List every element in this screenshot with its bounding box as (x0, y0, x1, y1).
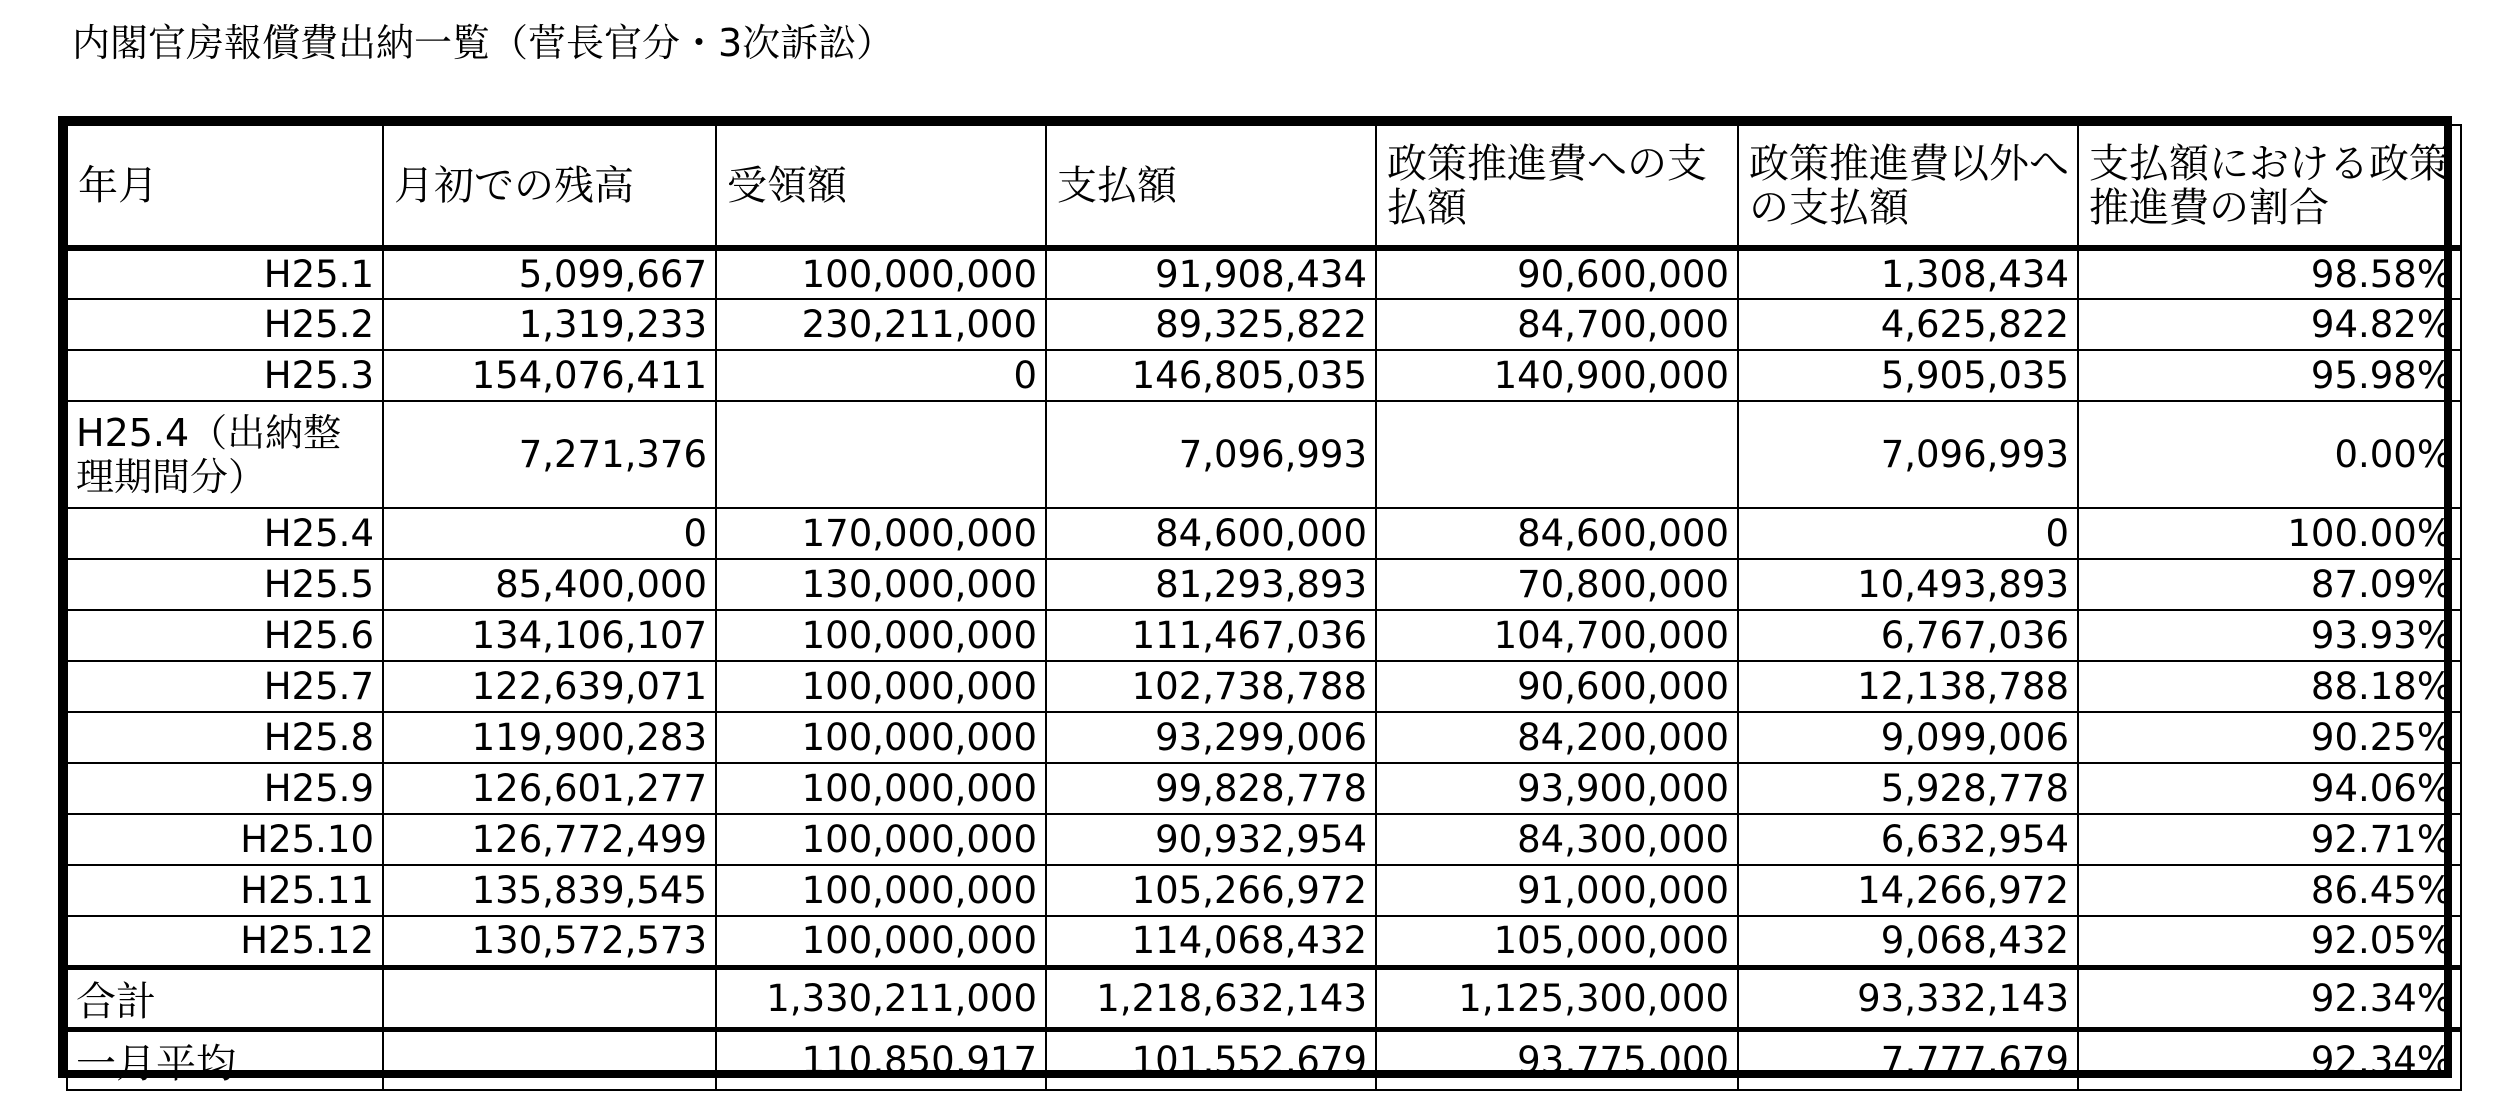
month-cell: H25.3 (67, 350, 383, 401)
month-cell: H25.6 (67, 610, 383, 661)
column-header-policy-ratio: 支払額における政策推進費の割合 (2078, 125, 2461, 248)
average-paid: 101,552,679 (1046, 1029, 1376, 1090)
other-paid-cell: 7,096,993 (1738, 401, 2078, 508)
average-opening-balance (383, 1029, 716, 1090)
opening-balance-cell: 154,076,411 (383, 350, 716, 401)
column-header-opening-balance: 月初での残高 (383, 125, 716, 248)
ledger-body (67, 248, 2461, 967)
table-row (67, 401, 2461, 508)
header-row (67, 125, 2461, 248)
received-cell: 100,000,000 (716, 814, 1046, 865)
table-row (67, 865, 2461, 916)
month-cell: H25.4 (67, 508, 383, 559)
other-paid-cell: 0 (1738, 508, 2078, 559)
received-cell: 100,000,000 (716, 916, 1046, 967)
policy-ratio-cell: 0.00% (2078, 401, 2461, 508)
received-cell: 100,000,000 (716, 865, 1046, 916)
total-policy-paid: 1,125,300,000 (1376, 967, 1738, 1029)
received-cell: 100,000,000 (716, 610, 1046, 661)
policy-paid-cell: 105,000,000 (1376, 916, 1738, 967)
month-cell: H25.2 (67, 299, 383, 350)
policy-paid-cell: 70,800,000 (1376, 559, 1738, 610)
policy-ratio-cell: 92.05% (2078, 916, 2461, 967)
received-cell: 0 (716, 350, 1046, 401)
policy-ratio-cell: 88.18% (2078, 661, 2461, 712)
paid-cell: 84,600,000 (1046, 508, 1376, 559)
paid-cell: 102,738,788 (1046, 661, 1376, 712)
other-paid-cell: 4,625,822 (1738, 299, 2078, 350)
policy-paid-cell: 84,300,000 (1376, 814, 1738, 865)
column-header-other-paid: 政策推進費以外への支払額 (1738, 125, 2078, 248)
policy-ratio-cell: 95.98% (2078, 350, 2461, 401)
other-paid-cell: 9,099,006 (1738, 712, 2078, 763)
table-row (67, 610, 2461, 661)
table-row (67, 299, 2461, 350)
opening-balance-cell: 135,839,545 (383, 865, 716, 916)
average-row (67, 1029, 2461, 1090)
policy-paid-cell: 84,600,000 (1376, 508, 1738, 559)
average-policy-ratio: 92.34% (2078, 1029, 2461, 1090)
month-cell: H25.8 (67, 712, 383, 763)
opening-balance-cell: 85,400,000 (383, 559, 716, 610)
other-paid-cell: 5,928,778 (1738, 763, 2078, 814)
policy-ratio-cell: 94.06% (2078, 763, 2461, 814)
paid-cell: 90,932,954 (1046, 814, 1376, 865)
month-cell: H25.12 (67, 916, 383, 967)
average-label: 一月平均 (67, 1029, 383, 1090)
average-policy-paid: 93,775,000 (1376, 1029, 1738, 1090)
other-paid-cell: 1,308,434 (1738, 248, 2078, 299)
received-cell: 230,211,000 (716, 299, 1046, 350)
month-cell: H25.1 (67, 248, 383, 299)
opening-balance-cell: 0 (383, 508, 716, 559)
total-received: 1,330,211,000 (716, 967, 1046, 1029)
total-opening-balance (383, 967, 716, 1029)
total-policy-ratio: 92.34% (2078, 967, 2461, 1029)
table-row (67, 814, 2461, 865)
paid-cell: 99,828,778 (1046, 763, 1376, 814)
table-row (67, 763, 2461, 814)
month-cell: H25.10 (67, 814, 383, 865)
average-other-paid: 7,777,679 (1738, 1029, 2078, 1090)
month-cell: H25.5 (67, 559, 383, 610)
table-row (67, 661, 2461, 712)
month-cell: H25.7 (67, 661, 383, 712)
month-cell: H25.4（出納整理期間分） (67, 401, 383, 508)
policy-ratio-cell: 90.25% (2078, 712, 2461, 763)
other-paid-cell: 6,632,954 (1738, 814, 2078, 865)
other-paid-cell: 6,767,036 (1738, 610, 2078, 661)
table-row (67, 248, 2461, 299)
total-row (67, 967, 2461, 1029)
opening-balance-cell: 122,639,071 (383, 661, 716, 712)
column-header-received: 受領額 (716, 125, 1046, 248)
ledger-table (66, 124, 2462, 1091)
opening-balance-cell: 1,319,233 (383, 299, 716, 350)
policy-ratio-cell: 93.93% (2078, 610, 2461, 661)
paid-cell: 91,908,434 (1046, 248, 1376, 299)
ledger-table-frame (58, 116, 2452, 1087)
total-label: 合計 (67, 967, 383, 1029)
received-cell: 100,000,000 (716, 712, 1046, 763)
received-cell: 170,000,000 (716, 508, 1046, 559)
total-paid: 1,218,632,143 (1046, 967, 1376, 1029)
policy-paid-cell: 140,900,000 (1376, 350, 1738, 401)
policy-ratio-cell: 100.00% (2078, 508, 2461, 559)
received-cell (716, 401, 1046, 508)
policy-ratio-cell: 92.71% (2078, 814, 2461, 865)
other-paid-cell: 5,905,035 (1738, 350, 2078, 401)
received-cell: 130,000,000 (716, 559, 1046, 610)
opening-balance-cell: 5,099,667 (383, 248, 716, 299)
policy-ratio-cell: 94.82% (2078, 299, 2461, 350)
opening-balance-cell: 119,900,283 (383, 712, 716, 763)
opening-balance-cell: 126,601,277 (383, 763, 716, 814)
received-cell: 100,000,000 (716, 763, 1046, 814)
opening-balance-cell: 134,106,107 (383, 610, 716, 661)
other-paid-cell: 10,493,893 (1738, 559, 2078, 610)
month-cell: H25.11 (67, 865, 383, 916)
paid-cell: 111,467,036 (1046, 610, 1376, 661)
page-title: 内閣官房報償費出納一覧（菅長官分・3次訴訟） (72, 21, 895, 65)
policy-paid-cell: 90,600,000 (1376, 661, 1738, 712)
policy-ratio-cell: 86.45% (2078, 865, 2461, 916)
policy-paid-cell: 104,700,000 (1376, 610, 1738, 661)
opening-balance-cell: 126,772,499 (383, 814, 716, 865)
opening-balance-cell: 7,271,376 (383, 401, 716, 508)
opening-balance-cell: 130,572,573 (383, 916, 716, 967)
policy-paid-cell: 84,700,000 (1376, 299, 1738, 350)
paid-cell: 146,805,035 (1046, 350, 1376, 401)
other-paid-cell: 12,138,788 (1738, 661, 2078, 712)
average-received: 110,850,917 (716, 1029, 1046, 1090)
paid-cell: 7,096,993 (1046, 401, 1376, 508)
policy-paid-cell: 93,900,000 (1376, 763, 1738, 814)
total-other-paid: 93,332,143 (1738, 967, 2078, 1029)
table-row (67, 508, 2461, 559)
received-cell: 100,000,000 (716, 661, 1046, 712)
policy-paid-cell (1376, 401, 1738, 508)
policy-paid-cell: 90,600,000 (1376, 248, 1738, 299)
other-paid-cell: 9,068,432 (1738, 916, 2078, 967)
table-row (67, 559, 2461, 610)
policy-paid-cell: 91,000,000 (1376, 865, 1738, 916)
paid-cell: 114,068,432 (1046, 916, 1376, 967)
column-header-paid: 支払額 (1046, 125, 1376, 248)
table-row (67, 712, 2461, 763)
month-cell: H25.9 (67, 763, 383, 814)
table-row (67, 916, 2461, 967)
received-cell: 100,000,000 (716, 248, 1046, 299)
policy-ratio-cell: 87.09% (2078, 559, 2461, 610)
column-header-month: 年月 (67, 125, 383, 248)
other-paid-cell: 14,266,972 (1738, 865, 2078, 916)
paid-cell: 89,325,822 (1046, 299, 1376, 350)
paid-cell: 81,293,893 (1046, 559, 1376, 610)
table-row (67, 350, 2461, 401)
policy-ratio-cell: 98.58% (2078, 248, 2461, 299)
column-header-policy-paid: 政策推進費への支払額 (1376, 125, 1738, 248)
paid-cell: 93,299,006 (1046, 712, 1376, 763)
policy-paid-cell: 84,200,000 (1376, 712, 1738, 763)
paid-cell: 105,266,972 (1046, 865, 1376, 916)
